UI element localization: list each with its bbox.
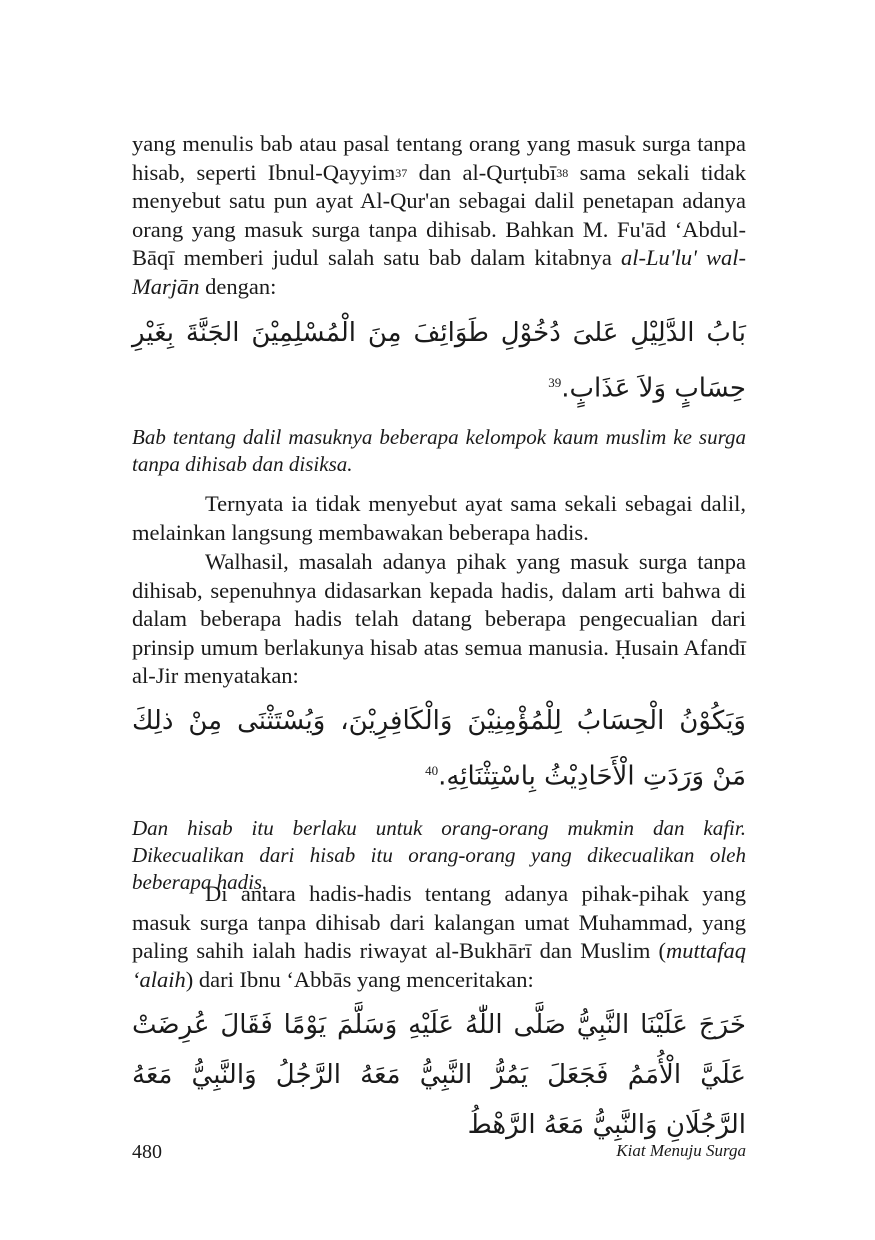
term-italic: muttafaq ‘alaih bbox=[132, 938, 746, 992]
arabic-text-3: خَرَجَ عَلَيْنَا النَّبِيُّ صَلَّى اللّٰهُ عَلَيْهِ وَسَلَّمَ يَوْمًا فَقَالَ عُرِضَتْ عَلَيَّ الْأُمَمُ فَجَعَلَ يَمُرُّ النَّبِيُّ مَعَهُ الرَّجُلُ وَالنَّبِيُّ مَعَهُ الرَّجُلَانِ وَالنَّبِيُّ مَعَهُ الرَّهْطُ bbox=[132, 1010, 746, 1140]
running-title: Kiat Menuju Surga bbox=[616, 1141, 746, 1160]
para1-text-a: yang menulis bab atau pasal tentang orang yang masuk surga tanpa hisab, seperti Ibnul-Qayyim bbox=[132, 131, 746, 185]
para1-text-d: dengan: bbox=[199, 273, 277, 299]
paragraph-2 bbox=[132, 490, 746, 547]
page-footer bbox=[132, 1141, 746, 1165]
arabic-text-2: وَيَكُوْنُ الْحِسَابُ لِلْمُؤْمِنِيْنَ وَالْكَافِرِيْنَ، وَيُسْتَثْنَى مِنْ ذلِكَ مَنْ وَرَدَتِ الْأَحَادِيْثُ بِاسْتِثْنَائِهِ. bbox=[132, 706, 746, 792]
translation-text-2: Dan hisab itu berlaku untuk orang-orang mukmin dan kafir. Dikecualikan dari hisab itu orang-orang yang dikecualikan oleh beberapa hadis. bbox=[132, 816, 746, 894]
translation-text-1: Bab tentang dalil masuknya beberapa kelompok kaum muslim ke surga tanpa dihisab dan disiksa. bbox=[132, 425, 746, 476]
paragraph-4 bbox=[132, 880, 746, 994]
para1-text-b: dan al-Qurṭubī bbox=[407, 159, 557, 185]
footnote-ref-39: 39 bbox=[548, 375, 562, 390]
arabic-quote-2 bbox=[132, 696, 746, 802]
arabic-quote-3 bbox=[132, 1000, 746, 1150]
para1-text-c: sama sekali tidak menyebut satu pun ayat Al-Qur'an sebagai dalil penetapan adanya orang yang masuk surga tanpa dihisab. Bahkan M. Fu'ād ‘Abdul-Bāqī memberi judul salah satu bab dalam kitabnya bbox=[132, 159, 747, 271]
book-title-italic: al-Lu'lu' wal-Marjān bbox=[132, 245, 746, 299]
footnote-ref-38: 38 bbox=[556, 165, 569, 180]
translation-1 bbox=[132, 424, 746, 478]
footnote-ref-40: 40 bbox=[425, 763, 439, 778]
footnote-ref-37: 37 bbox=[395, 165, 408, 180]
arabic-quote-1 bbox=[132, 308, 746, 414]
para3-text: Walhasil, masalah adanya pihak yang masuk surga tanpa dihisab, sepenuhnya didasarkan kepada hadis, dalam arti bahwa di dalam beberapa hadis telah datang beberapa pengecualian dari prinsip umum berlakunya hisab atas semua manusia. Ḥusain Afandī al-Jir menyatakan: bbox=[132, 549, 746, 689]
para4-text-a: Di antara hadis-hadis tentang adanya pihak-pihak yang masuk surga tanpa dihisab dari kalangan umat Muhammad, yang paling sahih ialah hadis riwayat al-Bukhārī dan Muslim ( bbox=[132, 881, 746, 964]
para2-text: Ternyata ia tidak menyebut ayat sama sekali sebagai dalil, melainkan langsung membawakan beberapa hadis. bbox=[132, 491, 746, 545]
paragraph-1 bbox=[132, 130, 746, 302]
arabic-text-1: بَابُ الدَّلِيْلِ عَلىَ دُخُوْلِ طَوَائِفَ مِنَ الْمُسْلِمِيْنَ الجَنَّةَ بِغَيْرِ حِسَابٍ وَلاَ عَذَابٍ. bbox=[132, 318, 746, 404]
para4-text-b: ) dari Ibnu ‘Abbās yang menceritakan: bbox=[185, 966, 534, 992]
paragraph-3 bbox=[132, 548, 746, 691]
page-number: 480 bbox=[132, 1141, 162, 1163]
